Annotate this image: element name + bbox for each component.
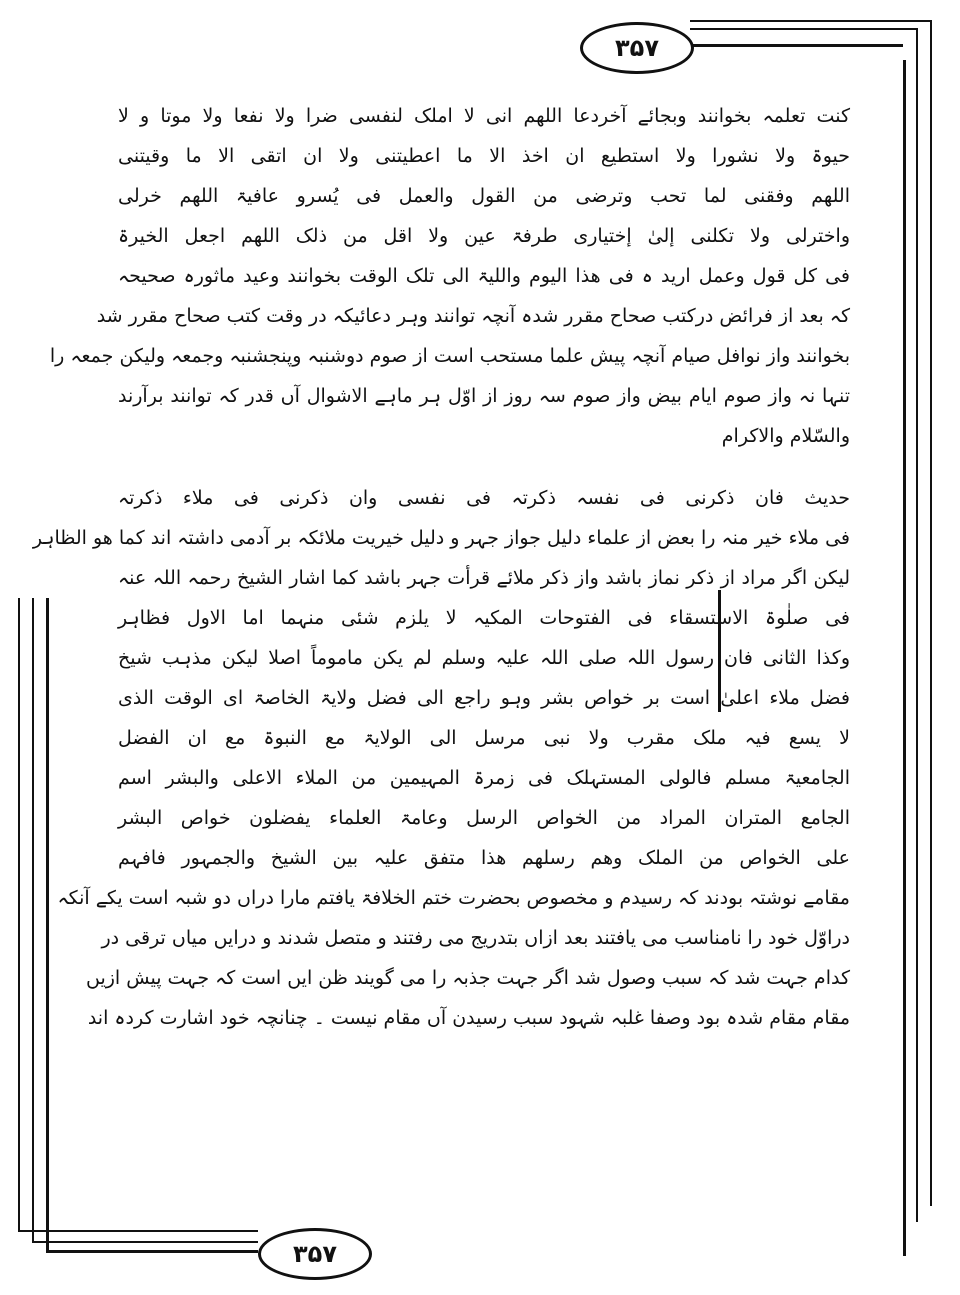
text-line: فی کل قول وعمل ارید ہ فی ھذا الیوم واللیۃ الی تلک الوقت بخوانند وعید ماثورہ صحیحہ [118,265,850,287]
frame-rule-right-middle [916,28,918,1222]
frame-rule-left-inner [46,598,49,1250]
frame-rule-bottom-middle [32,1241,258,1243]
text-line: مقامے نوشتہ بودند کہ رسیدم و مخصوص بحضرت ختم الخلافۃ یافتم مارا دراں دو شبہ است یکے آنکہ [57,887,850,909]
text-line: وکذا الثانی فان رسول اللہ صلی اللہ علیہ وسلم لم یکن ماموماً اصلا لیکن مذہب شیخ [118,647,850,669]
text-line: فی ملاء خیر منہ را بعض از علماء دلیل جواز جہر و دلیل خیریت ملائکہ بر آدمی داشتہ اند کما ھو الظاہر [32,527,850,549]
text-line: دراوّل خود را نامناسب می یافتند بعد ازاں بتدریج می رفتند و متصل شدند و درایں میاں ترقی در [101,927,850,949]
text-line: کہ بعد از فرائض درکتب صحاح مقرر شدہ آنچہ توانند وہر دعائیکہ در وقت کتب صحاح مقرر شد [96,305,850,327]
paragraph-1 [49,96,850,456]
text-line: کدام جہت شد کہ سبب وصول شد اگر جہت جذبہ را می گویند ظن ایں است کہ جہت پیش ازیں [86,967,850,989]
text-line: فضل ملاء اعلیٰ است بر خواص بشر وہو راجع الی فضل ولایۃ الخاصۃ ای الوقت الذی [118,687,850,709]
page-number-top: ۳۵۷ [580,22,694,74]
text-line: لا یسع فیہ ملک مقرب ولا نبی مرسل الی الولایۃ مع النبوۃ مع ان الفضل [118,727,850,749]
text-line: الجامع المتران المراد من الخواص الرسل وعامۃ العلماء یفضلون خواص البشر [118,807,850,829]
text-line: علی الخواص من الملک وھم رسلھم ھذا متفق علیہ بین الشیخ والجمہور فافہم [118,847,850,869]
frame-rule-top-inner [690,44,903,47]
text-line: لیکن اگر مراد از ذکر نماز باشد واز ذکر ملائے قرأت جہر باشد کما اشار الشیخ رحمہ اللہ عنہ [118,567,850,589]
text-line: کنت تعلمہ بخوانند وبجائے آخردعا اللھم انی لا املک لنفسی ضرا ولا نفعا ولا موتا و لا [118,105,850,127]
page-body [32,96,850,1038]
frame-rule-left-middle [32,598,34,1241]
text-line: حیوۃ ولا نشورا ولا استطیع ان اخذ الا ما اعطیتنی ولا ان اتقی الا ما وقیتنی [118,145,850,167]
text-line: واخترلی ولا تکلنی إلیٰ إختیاری طرفۃ عین ولا اقل من ذلک اللھم اجعل الخیرۃ [118,225,850,247]
frame-rule-bottom-outer [18,1230,258,1232]
frame-rule-right-outer [930,20,932,1206]
frame-rule-right-inner [903,60,906,1256]
frame-rule-bottom-inner [46,1250,258,1253]
page-number-bottom: ۳۵۷ [258,1228,372,1280]
paragraph-2 [32,478,850,1038]
frame-rule-top-outer [690,20,930,22]
text-line: اللھم وفقنی لما تحب وترضی من القول والعمل فی یُسرو عافیۃ اللھم خرلی [118,185,850,207]
text-line: مقام مقام شدہ بود وصفا غلبہ شہود سبب رسیدن آں مقام نیست ۔ چنانچہ خود اشارت کردہ اند [87,1007,850,1029]
text-line: والسّلام والاکرام [721,425,850,447]
text-line: الجامعیۃ مسلم فالولی المستہلک فی زمرۃ المہیمین من الملاء الاعلی والبشر اسم [118,767,850,789]
text-line: حدیث فان ذکرنی فی نفسہ ذکرتہ فی نفسی وان ذکرنی فی ملاء ذکرتہ [118,487,850,509]
text-line: فی صلٰوۃ الاستسقاء فی الفتوحات المکیہ لا یلزم شئی منہما اما الاول فظاہر [118,607,850,629]
text-line: تنہا نہ واز صوم ایام بیض واز صوم سہ روز از اوّل ہر ماہے الاشوال آں قدر کہ توانند برآرند [118,385,850,407]
text-line: بخوانند واز نوافل صیام آنچہ پیش علما مستحب است از صوم دوشنبہ وپنجشنبہ وجمعہ ولیکن جمعہ را [49,345,850,367]
frame-rule-left-outer [18,598,20,1230]
frame-rule-top-middle [690,28,916,30]
